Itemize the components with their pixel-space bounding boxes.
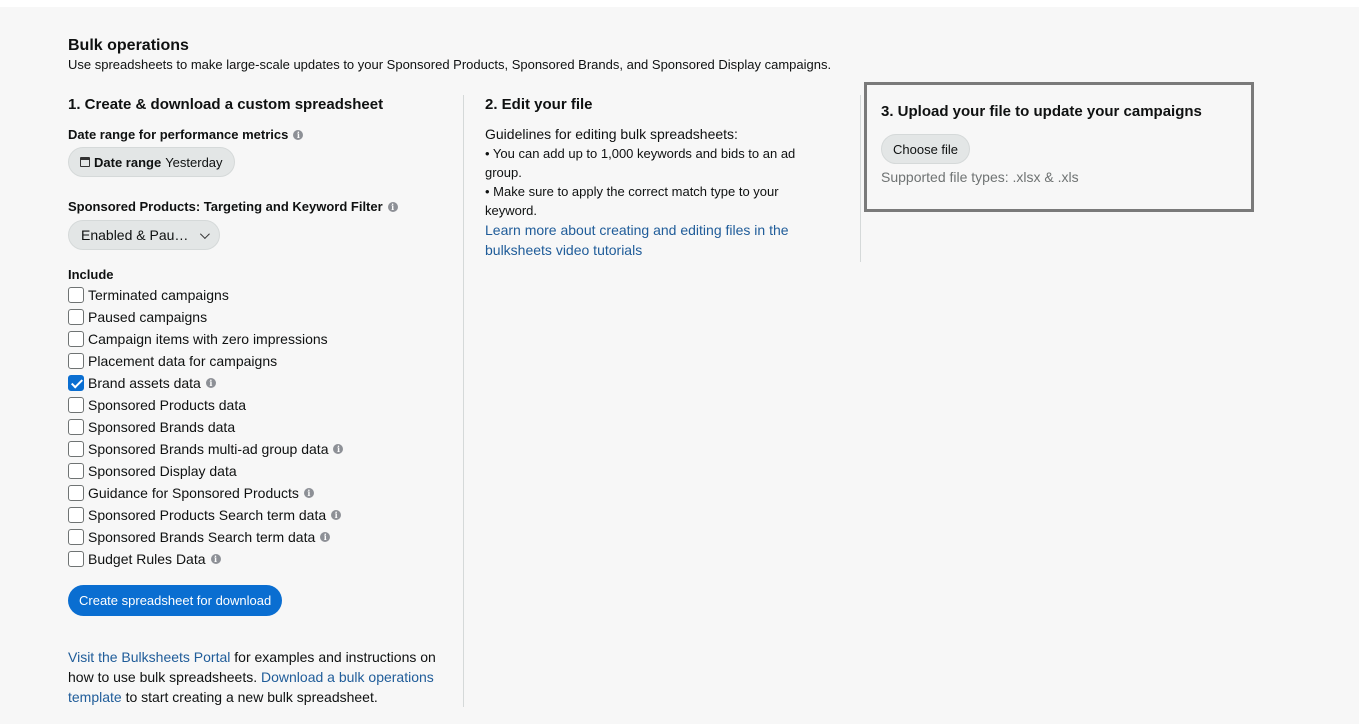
include-item[interactable]	[68, 548, 458, 570]
include-item-label: Terminated campaigns	[88, 287, 229, 303]
download-template-link[interactable]: Download a bulk operations template	[68, 669, 434, 705]
guidelines-heading: Guidelines for editing bulk spreadsheets:	[485, 126, 738, 142]
upload-section	[864, 82, 1254, 212]
include-item-label: Sponsored Brands Search term data	[88, 529, 316, 545]
guidelines	[485, 125, 825, 260]
include-item[interactable]	[68, 460, 458, 482]
checkbox[interactable]	[68, 507, 84, 523]
date-range-button[interactable]	[68, 147, 235, 177]
include-item[interactable]	[68, 372, 458, 394]
include-item[interactable]	[68, 306, 458, 328]
supported-file-types: Supported file types: .xlsx & .xls	[881, 169, 1079, 185]
step3-title: 3. Upload your file to update your campaigns	[881, 103, 1202, 120]
include-item[interactable]	[68, 482, 458, 504]
checkbox[interactable]	[68, 419, 84, 435]
filter-label-row	[68, 199, 458, 215]
page-title: Bulk operations	[68, 37, 189, 54]
date-range-value: Yesterday	[165, 154, 223, 170]
info-icon[interactable]: i	[293, 130, 303, 140]
info-icon[interactable]: i	[304, 488, 314, 498]
guideline-bullet-1: • You can add up to 1,000 keywords and bids to an ad group.	[485, 146, 796, 180]
info-icon[interactable]: i	[331, 510, 341, 520]
include-item-label: Sponsored Display data	[88, 463, 237, 479]
include-item[interactable]	[68, 526, 458, 548]
checkbox[interactable]	[68, 331, 84, 347]
include-label: Include	[68, 267, 114, 282]
page-subtitle: Use spreadsheets to make large-scale updates to your Sponsored Products, Sponsored Brands, and Sponsored Display campaigns.	[68, 57, 832, 72]
include-item[interactable]	[68, 328, 458, 350]
filter-label: Sponsored Products: Targeting and Keyword Filter	[68, 199, 383, 214]
include-item-label: Placement data for campaigns	[88, 353, 278, 369]
include-item[interactable]	[68, 350, 458, 372]
bulksheets-footer	[68, 647, 458, 707]
checkbox[interactable]	[68, 551, 84, 567]
edit-file-section	[485, 95, 825, 260]
create-spreadsheet-button[interactable]: Create spreadsheet for download	[68, 585, 282, 616]
include-item[interactable]	[68, 394, 458, 416]
include-item-label: Brand assets data	[88, 375, 201, 391]
date-range-button-label: Date range	[94, 154, 162, 170]
footer-text-2: to start creating a new bulk spreadsheet.	[121, 689, 378, 705]
bulksheets-portal-link[interactable]: Visit the Bulksheets Portal	[68, 649, 231, 665]
include-checklist	[68, 284, 458, 570]
keyword-filter-value: Enabled & Pau…	[81, 227, 189, 243]
checkbox[interactable]	[68, 353, 84, 369]
include-item-label: Guidance for Sponsored Products	[88, 485, 299, 501]
date-range-label-row	[68, 127, 458, 143]
page-header	[68, 37, 831, 72]
include-item-label: Paused campaigns	[88, 309, 208, 325]
checkbox[interactable]	[68, 529, 84, 545]
include-item-label: Campaign items with zero impressions	[88, 331, 328, 347]
column-divider	[463, 95, 464, 707]
include-item[interactable]	[68, 284, 458, 306]
info-icon[interactable]: i	[333, 444, 343, 454]
include-item[interactable]	[68, 504, 458, 526]
create-download-section	[68, 95, 458, 707]
checkbox[interactable]	[68, 441, 84, 457]
include-item[interactable]	[68, 416, 458, 438]
calendar-icon	[80, 157, 90, 167]
guideline-bullet-2: • Make sure to apply the correct match type to your keyword.	[485, 184, 779, 218]
include-item-label: Sponsored Products data	[88, 397, 246, 413]
include-item[interactable]	[68, 438, 458, 460]
keyword-filter-dropdown[interactable]	[68, 220, 220, 250]
info-icon[interactable]: i	[211, 554, 221, 564]
info-icon[interactable]: i	[206, 378, 216, 388]
info-icon[interactable]: i	[388, 202, 398, 212]
step2-title: 2. Edit your file	[485, 96, 593, 113]
checkbox[interactable]	[68, 397, 84, 413]
column-divider	[860, 95, 861, 262]
include-item-label: Budget Rules Data	[88, 551, 206, 567]
chevron-down-icon	[200, 229, 210, 239]
info-icon[interactable]: i	[320, 532, 330, 542]
checkbox[interactable]	[68, 287, 84, 303]
checkbox-checked[interactable]	[68, 375, 84, 391]
date-range-label: Date range for performance metrics	[68, 127, 289, 142]
checkbox[interactable]	[68, 463, 84, 479]
step1-title: 1. Create & download a custom spreadsheet	[68, 96, 384, 113]
video-tutorials-link[interactable]: Learn more about creating and editing files in the bulksheets video tutorials	[485, 222, 789, 258]
include-item-label: Sponsored Products Search term data	[88, 507, 327, 523]
checkbox[interactable]	[68, 485, 84, 501]
choose-file-button[interactable]: Choose file	[881, 134, 970, 164]
checkbox[interactable]	[68, 309, 84, 325]
include-item-label: Sponsored Brands multi-ad group data	[88, 441, 329, 457]
include-item-label: Sponsored Brands data	[88, 419, 236, 435]
footer-text-1: for examples and instructions on how to use bulk spreadsheets.	[68, 649, 436, 685]
bulk-operations-page	[0, 7, 1359, 724]
